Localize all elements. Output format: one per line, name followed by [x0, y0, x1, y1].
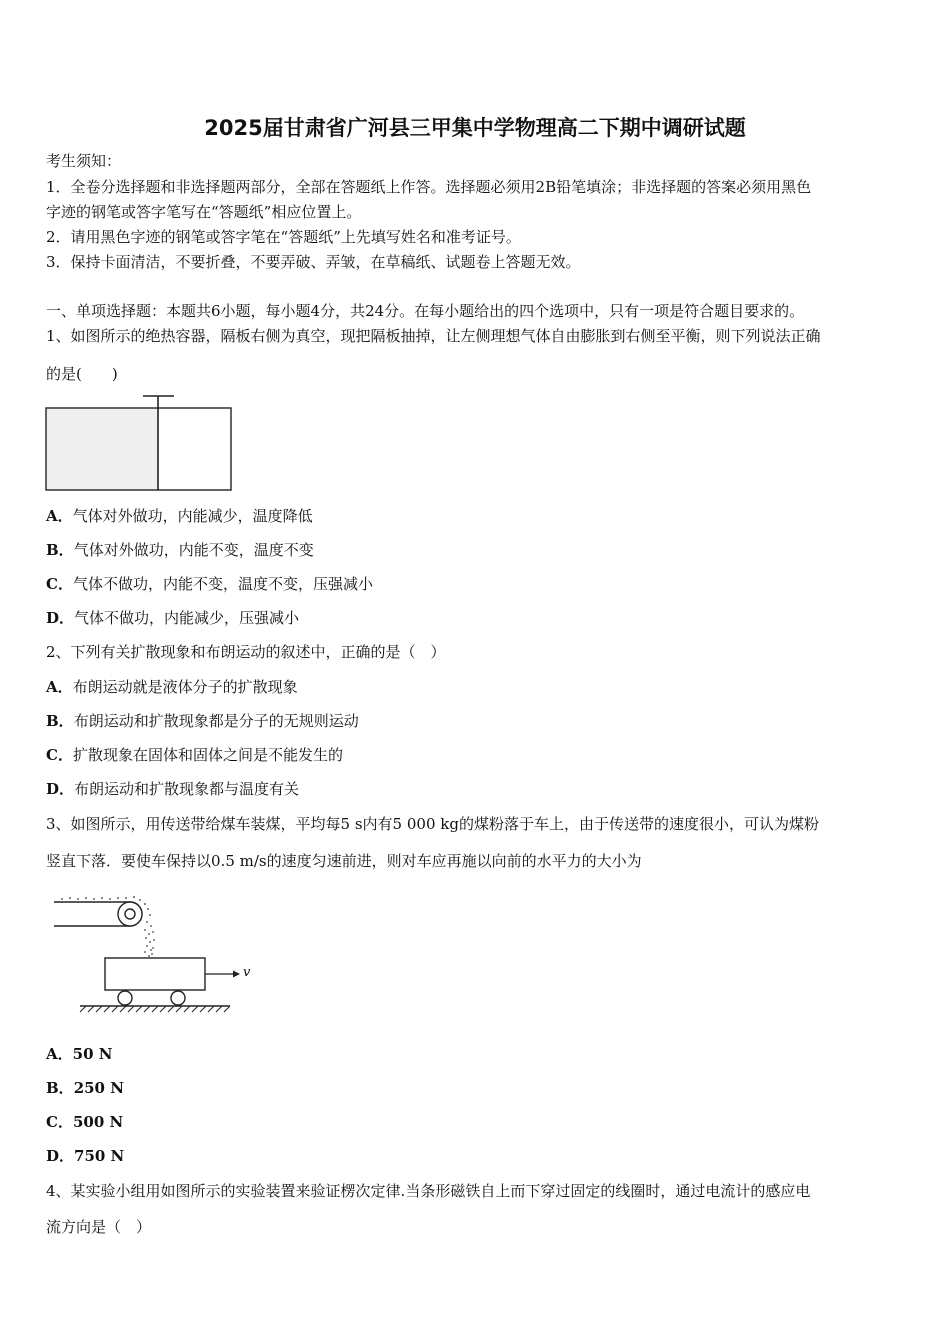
q3-option-a: A．50 N — [46, 1045, 113, 1063]
notice-item: 2．请用黑色字迹的钢笔或答字笔在“答题纸”上先填写姓名和准考证号。 — [46, 228, 521, 246]
notice-item: 3．保持卡面清洁，不要折叠，不要弄破、弄皱，在草稿纸、试题卷上答题无效。 — [46, 253, 581, 271]
page-title: 2025届甘肃省广河县三甲集中学物理高二下期中调研试题 — [204, 116, 746, 140]
q1-stem: 1、如图所示的绝热容器，隔板右侧为真空，现把隔板抽掉，让左侧理想气体自由膨胀到右侧至平衡，则下列说法正确 — [46, 327, 821, 345]
q1-option-d: D．气体不做功，内能减少，压强减小 — [46, 609, 300, 627]
q2-stem: 2、下列有关扩散现象和布朗运动的叙述中，正确的是（ ） — [46, 643, 446, 661]
q1-option-a: A．气体对外做功，内能减少，温度降低 — [46, 507, 313, 525]
notice-item: 1．全卷分选择题和非选择题两部分，全部在答题纸上作答。选择题必须用2B铅笔填涂；非选择题的答案必须用黑色 — [46, 178, 812, 196]
q4-stem: 4、某实验小组用如图所示的实验装置来验证楞次定律.当条形磁铁自上而下穿过固定的线圈时，通过电流计的感应电 — [46, 1182, 811, 1200]
q3-option-b: B．250 N — [46, 1079, 124, 1097]
q4-stem: 流方向是（ ） — [46, 1218, 152, 1236]
velocity-label: v — [243, 965, 251, 980]
q1-option-c: C．气体不做功，内能不变，温度不变，压强减小 — [46, 575, 373, 593]
q2-option-a: A．布朗运动就是液体分子的扩散现象 — [46, 678, 298, 696]
q2-option-b: B．布朗运动和扩散现象都是分子的无规则运动 — [46, 712, 359, 730]
q3-stem: 竖直下落．要使车保持以0.5 m/s的速度匀速前进，则对车应再施以向前的水平力的大小为 — [46, 852, 642, 870]
section-heading: 一、单项选择题：本题共6小题，每小题4分，共24分。在每小题给出的四个选项中，只有一项是符合题目要求的。 — [46, 302, 805, 320]
q3-option-d: D．750 N — [46, 1147, 125, 1165]
q3-conveyor-figure — [50, 888, 260, 1018]
q3-stem: 3、如图所示，用传送带给煤车装煤，平均每5 s内有5 000 kg的煤粉落于车上，由于传送带的速度很小，可认为煤粉 — [46, 815, 819, 833]
q2-option-c: C．扩散现象在固体和固体之间是不能发生的 — [46, 746, 343, 764]
q1-container-figure — [44, 392, 234, 494]
notice-heading: 考生须知： — [46, 152, 122, 170]
q2-option-d: D．布朗运动和扩散现象都与温度有关 — [46, 780, 300, 798]
q1-stem: 的是( ) — [46, 365, 118, 383]
notice-item: 字迹的钢笔或答字笔写在“答题纸”相应位置上。 — [46, 203, 362, 221]
q3-option-c: C．500 N — [46, 1113, 124, 1131]
q1-option-b: B．气体对外做功，内能不变，温度不变 — [46, 541, 314, 559]
